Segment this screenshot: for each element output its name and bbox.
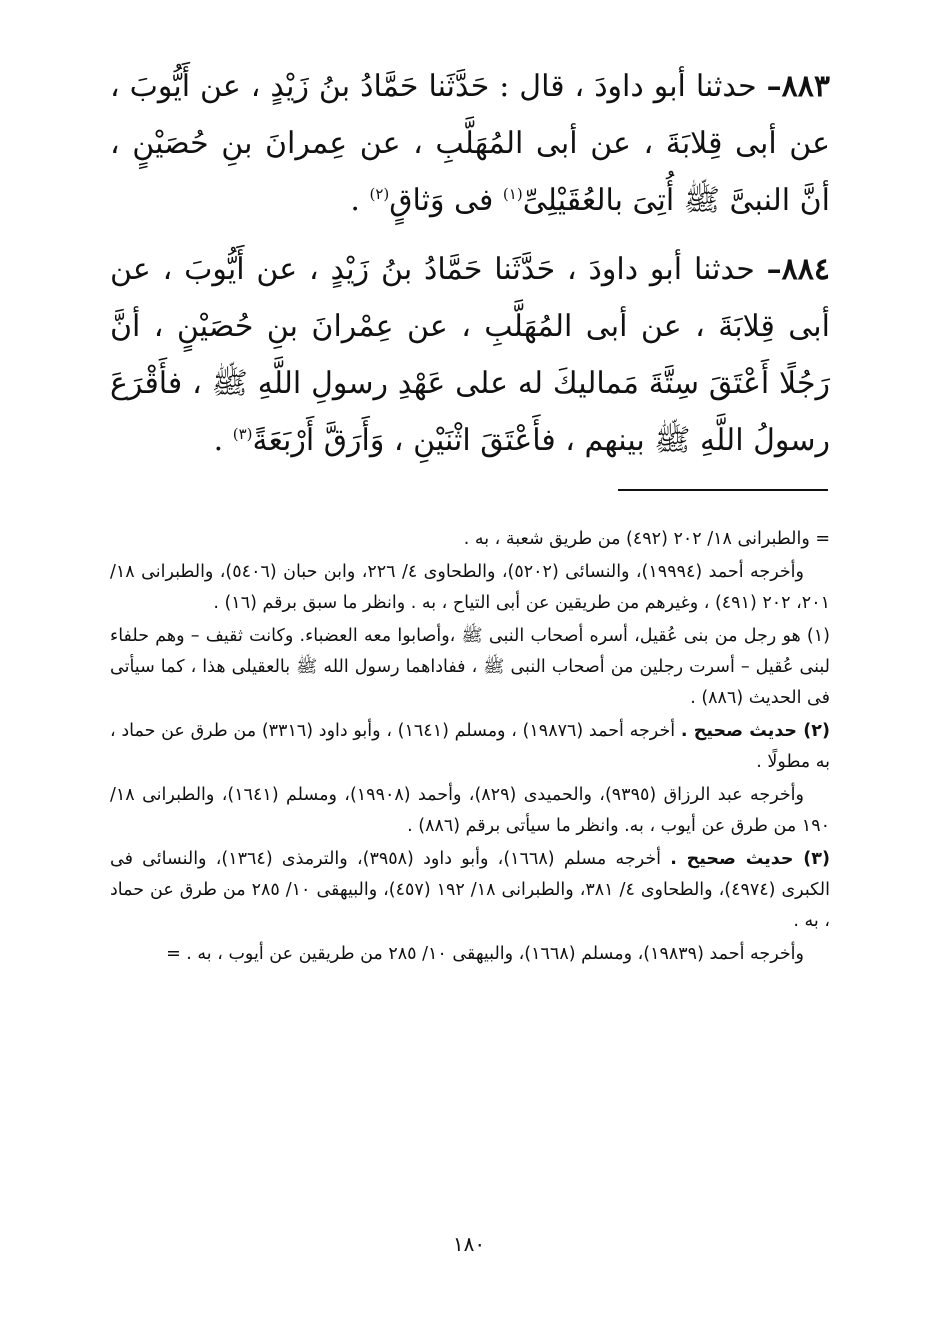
hadith-text: حدثنا أبو داودَ ، قال : حَدَّثَنا حَمَّادُ بنُ زَيْدٍ ، عن أَيُّوبَ ، عن أبى قِلابَةَ ، عن أبى المُهَلَّبِ ، عن عِمرانَ بنِ حُصَيْنٍ ، أنَّ النبىَّ ﷺ أُتِىَ بالعُقَيْلِىِّ — [110, 69, 830, 218]
footnote-3 — [110, 844, 830, 937]
hadith-end: . — [213, 423, 233, 458]
hadith-884 — [110, 241, 830, 469]
hadith-number: ٨٨٤– — [766, 252, 830, 287]
footnote-text: وأخرجه أحمد (١٩٩٩٤)، والنسائى (٥٢٠٢)، والطحاوى ٤/ ٢٢٦، وابن حبان (٥٤٠٦)، والطبرانى ١٨/ ٢٠١، ٢٠٢ (٤٩١) ، وغيرهم من طريقين عن أبى التياح ، به . وانظر ما سبق برقم (١٦) . — [110, 562, 830, 613]
footnote-continuation — [110, 524, 830, 555]
footnote-paragraph — [110, 939, 830, 970]
footnote-text: أخرجه مسلم (١٦٦٨)، وأبو داود (٣٩٥٨)، والترمذى (١٣٦٤)، والنسائى فى الكبرى (٤٩٧٤)، والطحاوى ٤/ ٣٨١، والطبرانى ١٨/ ١٩٢ (٤٥٧)، والبيهقى ١٠/ ٢٨٥ من طرق عن حماد ، به . — [110, 849, 830, 931]
footnote-1 — [110, 621, 830, 714]
hadith-number: ٨٨٣– — [766, 69, 830, 104]
footnote-text: وأخرجه عبد الرزاق (٩٣٩٥)، والحميدى (٨٢٩)، وأحمد (١٩٩٠٨)، ومسلم (١٦٤١)، والطبرانى ١٨/ ١٩٠ من طرق عن أيوب ، به. وانظر ما سيأتى برقم (٨٨٦) . — [110, 785, 830, 836]
footnote-text: (١) هو رجل من بنى عُقيل، أسره أصحاب النبى ﷺ ،وأصابوا معه العضباء. وكانت ثقيف – وهم حلفاء لبنى عُقيل – أسرت رجلين من أصحاب النبى ﷺ ، ففاداهما رسول الله ﷺ بالعقيلى هذا ، كما سيأتى فى الحديث (٨٨٦) . — [110, 626, 830, 708]
hadith-text-continued: فى وَثاقٍ — [389, 183, 503, 218]
page-number: ١٨٠ — [452, 1232, 486, 1256]
footnote-ref-3: (٣) — [232, 425, 253, 443]
hadith-end: . — [350, 183, 370, 218]
footnote-ref-2: (٢) — [369, 185, 390, 203]
footnote-2 — [110, 716, 830, 778]
footnote-text: أخرجه أحمد (١٩٨٧٦) ، ومسلم (١٦٤١) ، وأبو داود (٣٣١٦) من طرق عن حماد ، به مطولًا . — [110, 721, 830, 772]
footnote-paragraph — [110, 557, 830, 619]
footnotes-section — [110, 524, 830, 972]
hadith-text: حدثنا أبو داودَ ، حَدَّثَنا حَمَّادُ بنُ زَيْدٍ ، عن أَيُّوبَ ، عن أبى قِلابَةَ ، عن أبى المُهَلَّبِ ، عن عِمْرانَ بنِ حُصَيْنٍ ، أنَّ رَجُلًا أَعْتَقَ سِتَّةَ مَماليكَ له على عَهْدِ رسولِ اللَّهِ ﷺ ، فأَقْرَعَ رسولُ اللَّهِ ﷺ بينهم ، فأَعْتَقَ اثْنَيْنِ ، وَأَرَقَّ أَرْبَعَةً — [110, 252, 830, 458]
footnote-paragraph — [110, 780, 830, 842]
footnote-verdict: (٢) حديث صحيح . — [680, 721, 830, 741]
footnote-text: = والطبرانى ١٨/ ٢٠٢ (٤٩٢) من طريق شعبة ، به . — [463, 529, 830, 549]
hadith-883 — [110, 58, 830, 229]
footnote-ref-1: (١) — [502, 185, 523, 203]
footnote-divider — [618, 489, 828, 491]
footnote-verdict: (٣) حديث صحيح . — [670, 849, 830, 869]
footnote-text: وأخرجه أحمد (١٩٨٣٩)، ومسلم (١٦٦٨)، والبيهقى ١٠/ ٢٨٥ من طريقين عن أيوب ، به . = — [166, 944, 804, 964]
